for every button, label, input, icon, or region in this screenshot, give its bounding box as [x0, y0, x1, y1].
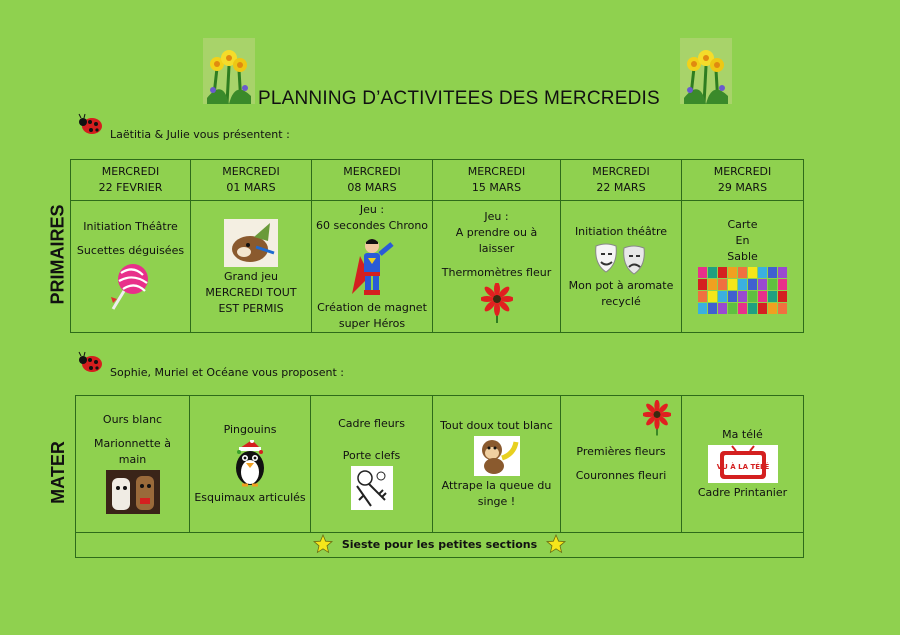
sieste-text: Sieste pour les petites sections: [341, 538, 538, 551]
activity-cell: Premières fleurs Couronnes fleuri: [561, 396, 682, 533]
theatre-masks-icon: [592, 242, 650, 276]
primaires-header-row: [71, 160, 804, 201]
mater-label: MATER: [47, 440, 68, 504]
red-flower-icon: [481, 283, 513, 323]
ladybug-icon: [78, 350, 104, 374]
lollipop-icon: [109, 261, 153, 313]
bear-party-hat-image: [224, 219, 278, 267]
activity-cell: Initiation théâtre Mon pot à aromate recyclé: [561, 201, 682, 333]
primaires-label: PRIMAIRES: [47, 203, 68, 305]
star-icon: [546, 534, 566, 554]
daffodil-flowers-image-left: [203, 38, 255, 104]
bear-puppets-image: [106, 470, 160, 514]
primaires-table: [70, 159, 804, 333]
mater-intro: Sophie, Muriel et Océane vous proposent :: [110, 366, 345, 379]
tv-logo-image: [708, 445, 778, 483]
day-header: MERCREDI 22 MARS: [561, 160, 682, 201]
day-header: MERCREDI 29 MARS: [682, 160, 804, 201]
activity-cell: Pingouins Esquimaux articulés: [190, 396, 311, 533]
day-header: MERCREDI 22 FEVRIER: [71, 160, 191, 201]
page-title: PLANNING D’ACTIVITEES DES MERCREDIS: [258, 88, 660, 109]
mater-activity-row: [76, 396, 804, 533]
tv-logo-text: VU À LA TÉLÉ: [716, 463, 769, 471]
activity-cell: Ours blanc Marionnette à main: [76, 396, 190, 533]
mater-table: [75, 395, 804, 558]
day-header: MERCREDI 08 MARS: [312, 160, 433, 201]
mater-footer-row: [76, 533, 804, 558]
primaires-activity-row: [71, 201, 804, 333]
day-header: MERCREDI 15 MARS: [433, 160, 561, 201]
activity-cell: Tout doux tout blanc Attrape la queue du singe !: [433, 396, 561, 533]
ladybug-icon: [78, 112, 104, 136]
keychain-drawing-image: [351, 466, 393, 510]
primaires-intro: Laëtitia & Julie vous présentent :: [110, 128, 290, 141]
sieste-cell: [76, 533, 804, 558]
daffodil-flowers-image-right: [680, 38, 732, 104]
activity-cell: Carte En Sable: [682, 201, 804, 333]
activity-cell: Cadre fleurs Porte clefs: [311, 396, 433, 533]
activity-cell: Jeu : A prendre ou à laisser Thermomètres fleur: [433, 201, 561, 333]
penguin-icon: [230, 440, 270, 488]
red-flower-icon: [643, 400, 671, 436]
monkey-image: [474, 436, 520, 476]
colored-sand-image: [698, 267, 788, 315]
activity-cell: Grand jeu MERCREDI TOUT EST PERMIS: [191, 201, 312, 333]
star-icon: [313, 534, 333, 554]
superhero-image: [350, 236, 394, 298]
activity-cell: Ma télé VU À LA TÉLÉ Cadre Printanier: [682, 396, 804, 533]
day-header: MERCREDI 01 MARS: [191, 160, 312, 201]
activity-cell: Jeu : 60 secondes Chrono Création de magnet super Héros: [312, 201, 433, 333]
activity-cell: Initiation Théâtre Sucettes déguisées: [71, 201, 191, 333]
